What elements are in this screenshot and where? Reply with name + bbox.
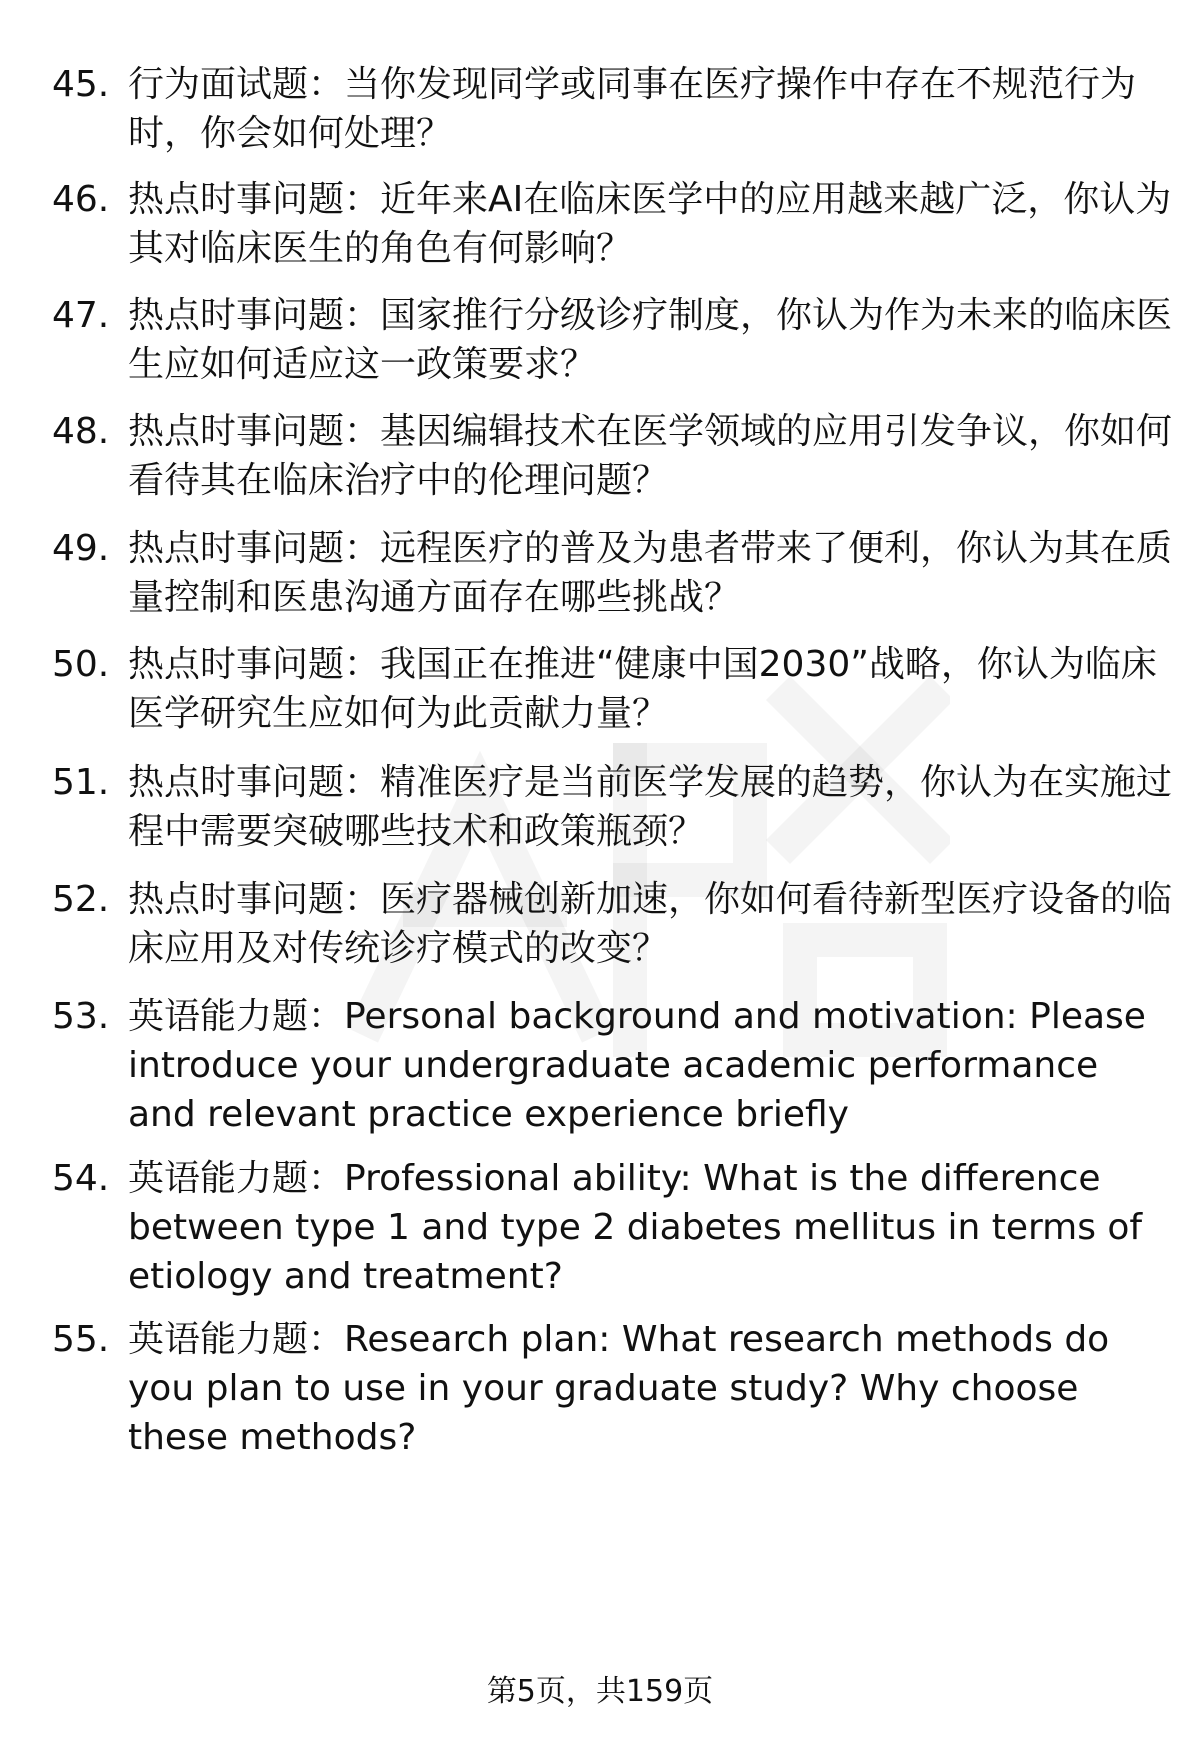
- question-text: 英语能力题：Personal background and motivation: Please introduce your undergraduate academic performance and relevant practice experience briefly: [128, 996, 1146, 1135]
- question-text: 行为面试题：当你发现同学或同事在医疗操作中存在不规范行为时，你会如何处理？: [128, 64, 1137, 154]
- question-number: 49.: [52, 528, 110, 569]
- question-text: 热点时事问题：近年来AI在临床医学中的应用越来越广泛，你认为其对临床医生的角色有何影响？: [128, 179, 1172, 269]
- question-text: 热点时事问题：医疗器械创新加速，你如何看待新型医疗设备的临床应用及对传统诊疗模式的改变？: [128, 879, 1173, 969]
- question-number: 48.: [52, 411, 110, 452]
- question-number: 52.: [52, 879, 110, 920]
- question-number: 55.: [52, 1319, 110, 1360]
- question-text: 热点时事问题：国家推行分级诊疗制度，你认为作为未来的临床医生应如何适应这一政策要求？: [128, 295, 1173, 385]
- question-number: 51.: [52, 762, 110, 803]
- question-text: 热点时事问题：基因编辑技术在医学领域的应用引发争议，你如何看待其在临床治疗中的伦理问题？: [128, 411, 1173, 501]
- question-text: 热点时事问题：精准医疗是当前医学发展的趋势，你认为在实施过程中需要突破哪些技术和政策瓶颈？: [128, 762, 1173, 852]
- question-text: 英语能力题：Professional ability: What is the difference between type 1 and type 2 diabetes mellitus in terms of etiology and treatment?: [128, 1158, 1143, 1297]
- question-text: 英语能力题：Research plan: What research methods do you plan to use in your graduate study? Why choose these methods?: [128, 1319, 1110, 1458]
- question-text: 热点时事问题：远程医疗的普及为患者带来了便利，你认为其在质量控制和医患沟通方面存在哪些挑战？: [128, 528, 1173, 618]
- question-number: 53.: [52, 996, 110, 1037]
- question-text: 热点时事问题：我国正在推进“健康中国2030”战略，你认为临床医学研究生应如何为此贡献力量？: [128, 644, 1157, 734]
- question-number: 54.: [52, 1158, 110, 1199]
- page-indicator: 第5页，共159页: [486, 1674, 714, 1709]
- question-number: 47.: [52, 295, 110, 336]
- question-number: 50.: [52, 644, 110, 685]
- question-number: 46.: [52, 179, 110, 220]
- question-number: 45.: [52, 64, 110, 105]
